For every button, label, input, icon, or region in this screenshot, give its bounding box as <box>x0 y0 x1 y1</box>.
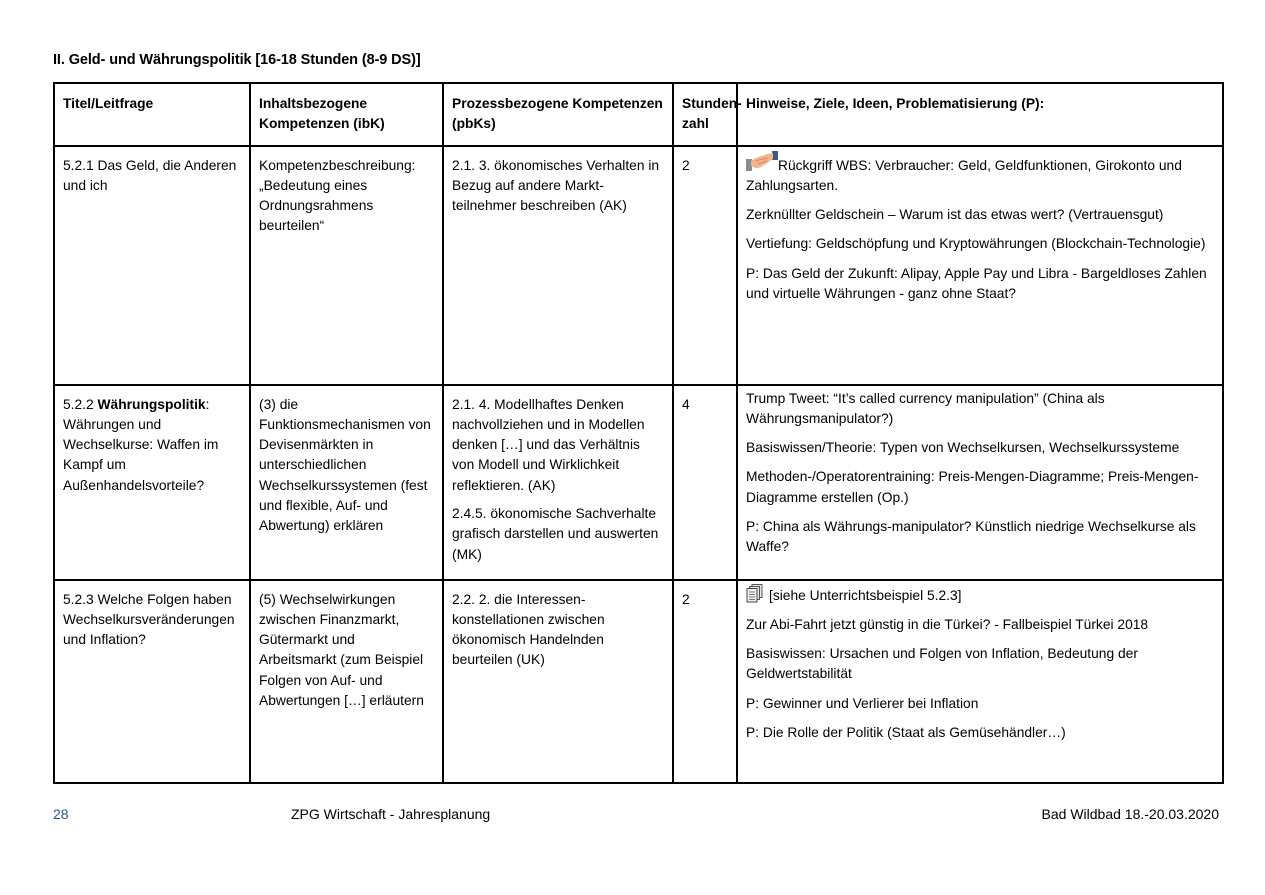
footer-page-number: 28 <box>53 806 69 822</box>
row-title: 5.2.3 Welche Folgen haben Wechselkursveränderungen und Inflation? <box>63 591 235 648</box>
row-ibk-cell <box>250 580 443 783</box>
row-title-bold: Währungspolitik <box>97 396 206 412</box>
hint-item: Zerknüllter Geldschein – Warum ist das etwas wert? (Vertrauensgut) <box>746 207 1164 223</box>
hint-item: Basiswissen/Theorie: Typen von Wechselkursen, Wechselkurssysteme <box>746 440 1180 456</box>
row-hours-cell <box>673 385 737 580</box>
hint-item: Zur Abi-Fahrt jetzt günstig in die Türkei? - Fallbeispiel Türkei 2018 <box>746 616 1149 632</box>
pbk-text: 2.1. 4. Modellhaftes Denken nachvollziehen und in Modellen denken […] und das Verhältnis von Modell und Wirklichkeit reflektieren. (AK) <box>452 396 645 493</box>
row-pbk-cell <box>443 580 673 783</box>
header-title: Titel/Leitfrage <box>54 83 250 146</box>
hint-item: Trump Tweet: “It’s called currency manipulation” (China als Währungsmanipulator?) <box>746 390 1105 426</box>
footer-location-date: Bad Wildbad 18.-20.03.2020 <box>1041 806 1219 822</box>
header-pbk: Prozessbezogene Kompetenzen (pbKs) <box>443 83 673 146</box>
hint-item: P: Die Rolle der Politik (Staat als Gemüsehändler…) <box>746 725 1066 741</box>
pbk-text: 2.2. 2. die Interessen-konstellationen zwischen ökonomisch Handelnden beurteilen (UK) <box>452 591 605 668</box>
pbk-text: 2.4.5. ökonomische Sachverhalte grafisch darstellen und auswerten (MK) <box>452 506 659 562</box>
handshake-icon <box>746 150 778 172</box>
hint-item: Basiswissen: Ursachen und Folgen von Inflation, Bedeutung der Geldwertstabilität <box>746 646 1138 682</box>
table-row <box>54 385 1223 580</box>
hint-item: Methoden-/Operatorentraining: Preis-Mengen-Diagramme; Preis-Mengen-Diagramme erstellen (Op.) <box>746 469 1199 505</box>
hint-item: P: China als Währungs-manipulator? Künstlich niedrige Wechselkurse als Waffe? <box>746 519 1196 555</box>
hint-item <box>746 584 1215 606</box>
hours-value: 2 <box>682 591 690 607</box>
row-title-cell <box>54 146 250 385</box>
table-row <box>54 580 1223 783</box>
table-header-row <box>54 83 1223 146</box>
pbk-text: 2.1. 3. ökonomisches Verhalten in Bezug auf andere Markt-teilnehmer beschreiben (AK) <box>452 157 660 214</box>
row-title-cell <box>54 385 250 580</box>
row-hints-cell <box>737 580 1223 783</box>
ibk-text: Kompetenzbeschreibung: „Bedeutung eines Ordnungsrahmens beurteilen“ <box>259 157 416 234</box>
hint-item: P: Das Geld der Zukunft: Alipay, Apple Pay und Libra - Bargeldloses Zahlen und virtuelle Währungen - ganz ohne Staat? <box>746 265 1207 302</box>
row-ibk-cell <box>250 385 443 580</box>
ibk-text: (5) Wechselwirkungen zwischen Finanzmarkt, Gütermarkt und Arbeitsmarkt (zum Beispiel Folgen von Auf- und Abwertungen […] erläutern <box>259 591 424 709</box>
hint-text: [siehe Unterrichtsbeispiel 5.2.3] <box>769 587 962 603</box>
hours-value: 2 <box>682 157 690 173</box>
row-hints-cell <box>737 146 1223 385</box>
row-title-suffix: : Währungen und Wechselkurse: Waffen im Kampf um Außenhandelsvorteile? <box>63 396 219 493</box>
header-ibk: Inhaltsbezogene Kompetenzen (ibK) <box>250 83 443 146</box>
row-hours-cell <box>673 580 737 783</box>
hint-item: Vertiefung: Geldschöpfung und Kryptowährungen (Blockchain-Technologie) <box>746 236 1206 252</box>
curriculum-table <box>53 82 1224 784</box>
row-title-prefix: 5.2.2 <box>63 396 98 412</box>
hours-value: 4 <box>682 396 690 412</box>
table-row <box>54 146 1223 385</box>
footer-document-title: ZPG Wirtschaft - Jahresplanung <box>291 806 491 822</box>
row-pbk-cell <box>443 146 673 385</box>
row-title: 5.2.1 Das Geld, die Anderen und ich <box>63 157 237 193</box>
hint-item <box>746 150 1215 197</box>
row-pbk-cell <box>443 385 673 580</box>
hint-text: Rückgriff WBS: Verbraucher: Geld, Geldfunktionen, Girokonto und Zahlungsarten. <box>746 157 1182 193</box>
header-hints: Hinweise, Ziele, Ideen, Problematisierung (P): <box>737 83 1223 146</box>
row-hints-cell <box>737 385 1223 580</box>
row-hours-cell <box>673 146 737 385</box>
documents-icon <box>746 584 763 603</box>
row-title-cell <box>54 580 250 783</box>
header-hours: Stunden-zahl <box>673 83 737 146</box>
row-ibk-cell <box>250 146 443 385</box>
hint-item: P: Gewinner und Verlierer bei Inflation <box>746 695 979 711</box>
ibk-text: (3) die Funktionsmechanismen von Devisenmärkten in unterschiedlichen Wechselkurssystemen (fest und flexible, Auf- und Abwertung) erklären <box>259 396 431 534</box>
section-title: II. Geld- und Währungspolitik [16-18 Stunden (8-9 DS)] <box>53 52 421 68</box>
